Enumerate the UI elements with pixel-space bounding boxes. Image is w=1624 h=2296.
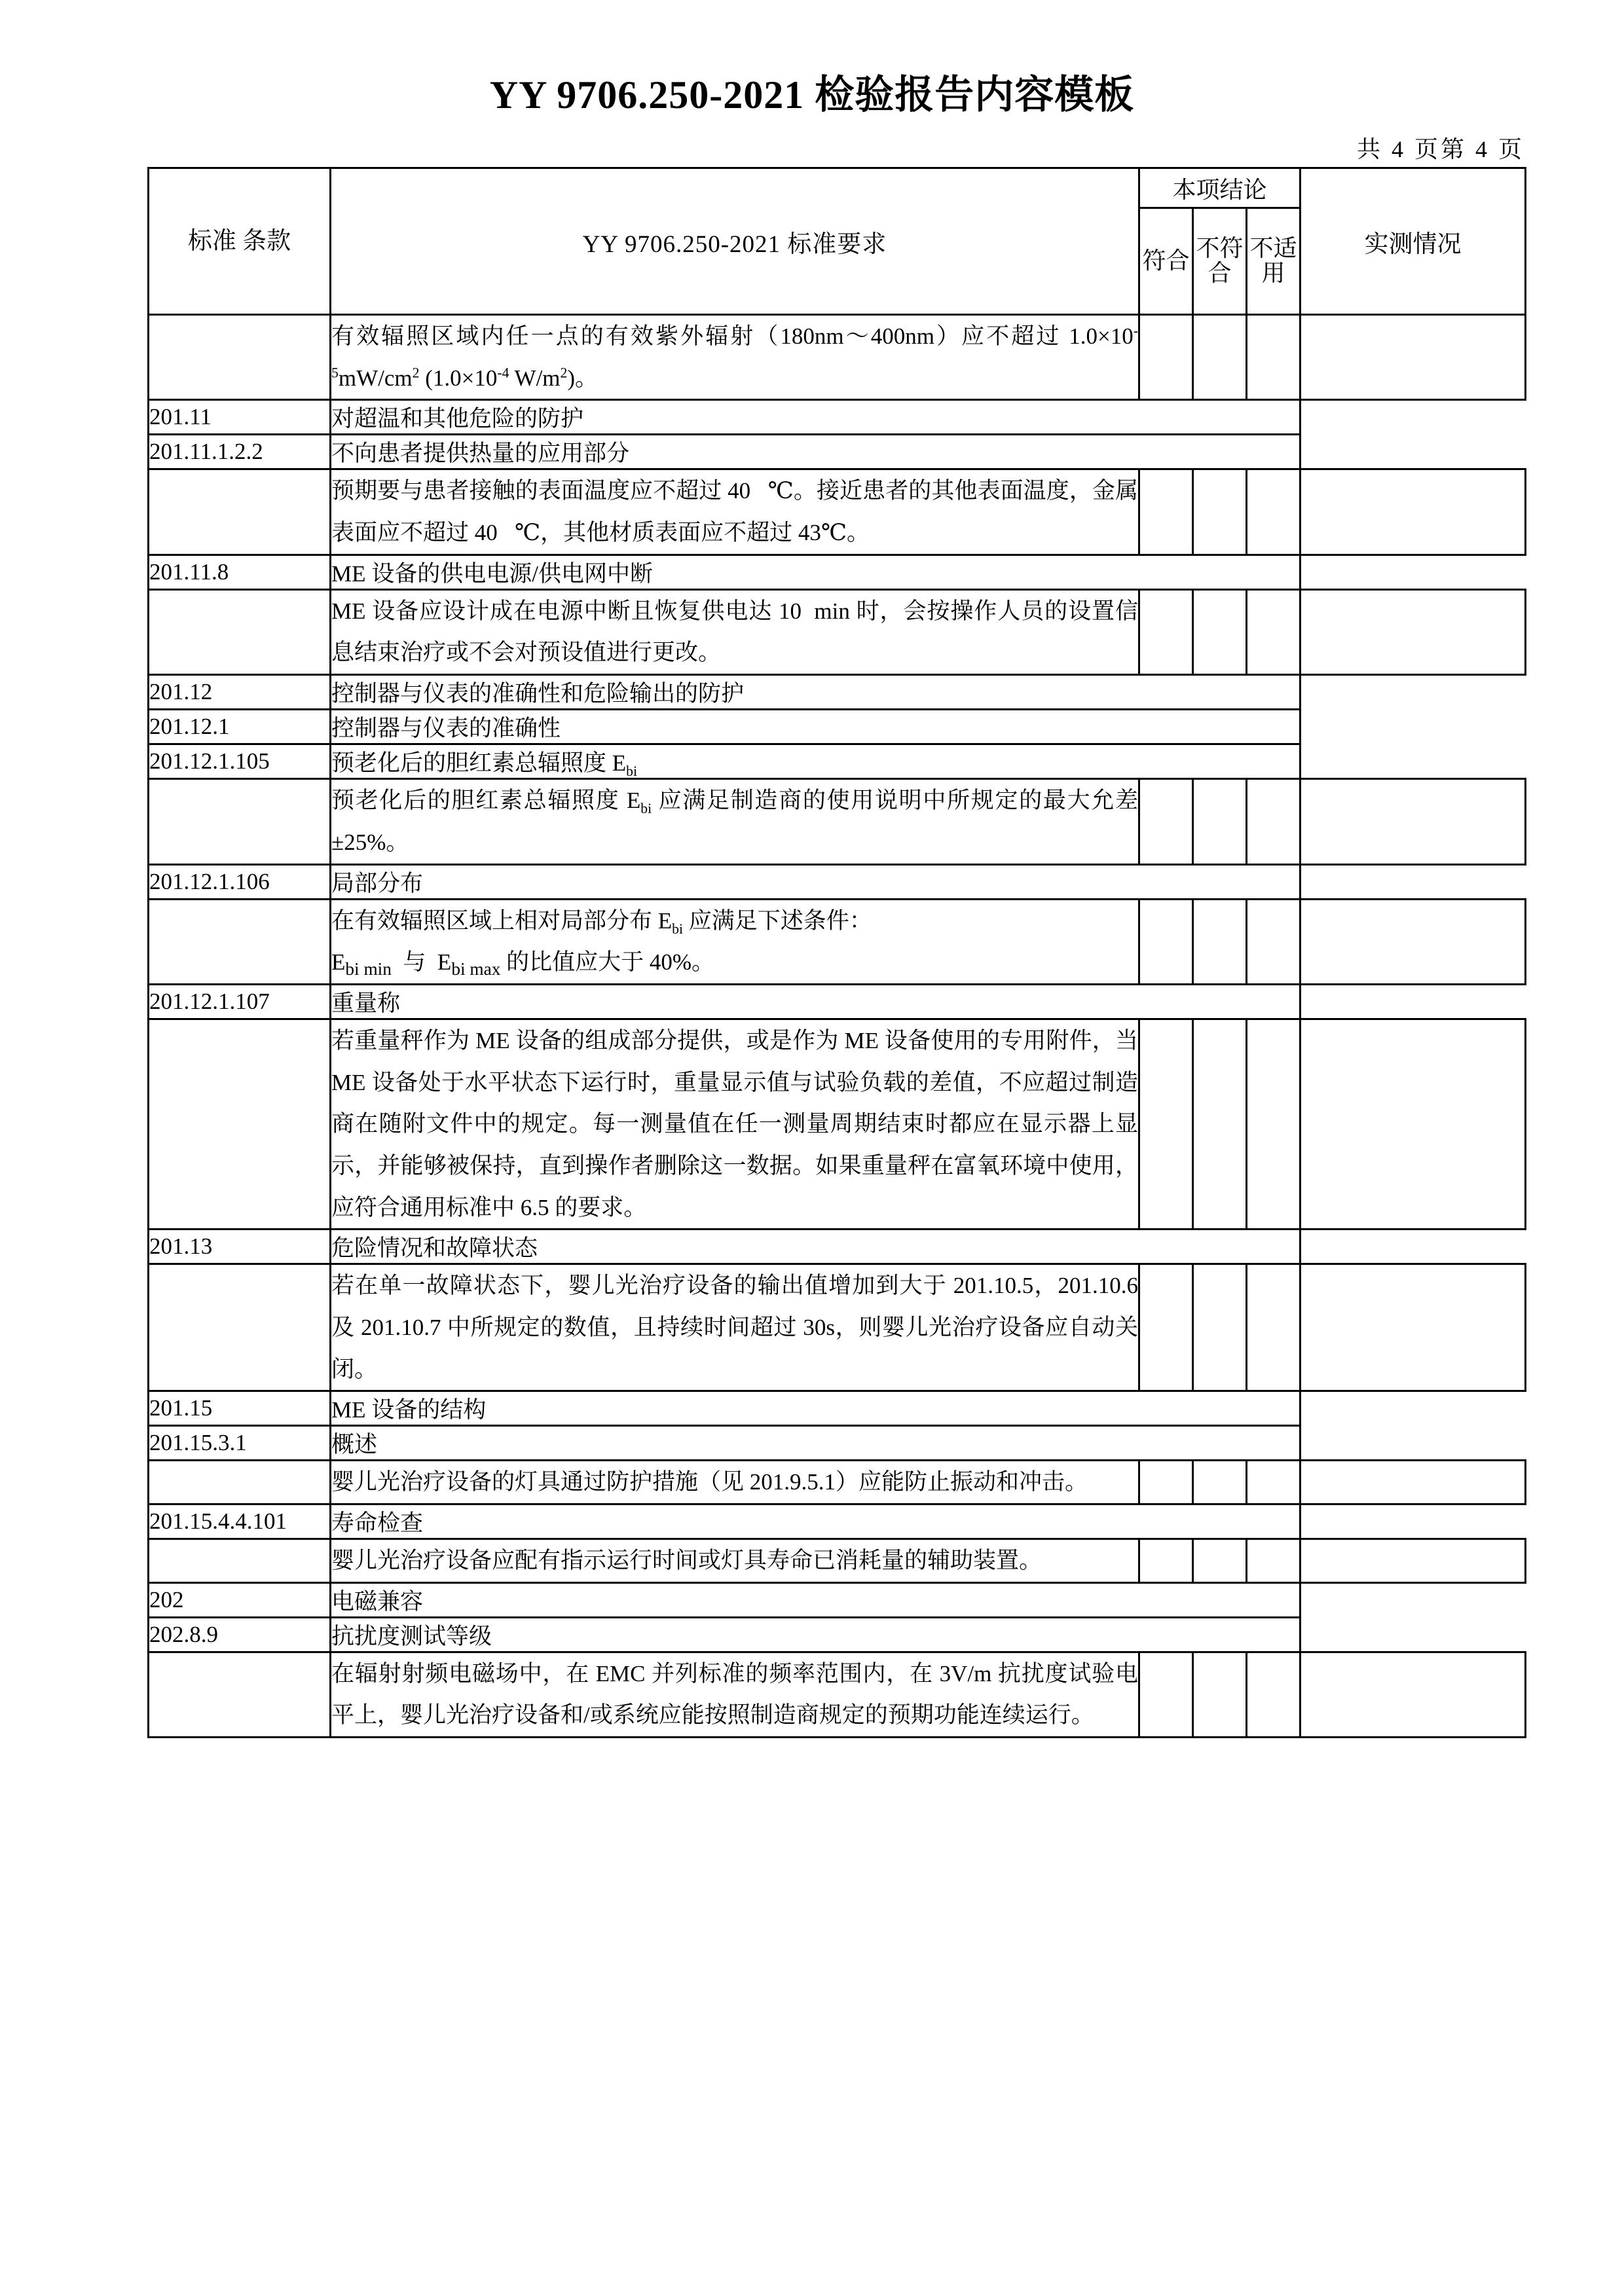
clause-number-cell: 201.15 xyxy=(149,1391,331,1426)
clause-number-cell xyxy=(149,589,331,674)
conclusion-pass-cell[interactable] xyxy=(1139,589,1193,674)
table-row xyxy=(149,589,1526,674)
clause-number-cell xyxy=(149,899,331,984)
clause-title-cell: 预老化后的胆红素总辐照度 $E_{bi}$ xyxy=(331,744,1301,779)
table-body xyxy=(149,315,1526,1738)
clause-title-cell: 控制器与仪表的准确性 xyxy=(331,710,1301,744)
conclusion-pass-cell[interactable] xyxy=(1139,1652,1193,1737)
table-header xyxy=(149,168,1526,315)
conclusion-pass-cell[interactable] xyxy=(1139,1461,1193,1504)
measured-result-cell[interactable] xyxy=(1301,899,1526,984)
requirement-text-cell: 在辐射射频电磁场中，在 EMC 并列标准的频率范围内，在 3V/m 抗扰度试验电平上，婴儿光治疗设备和/或系统应能按照制造商规定的预期功能连续运行。 xyxy=(331,1652,1139,1737)
table-row xyxy=(149,899,1526,984)
table-row xyxy=(149,864,1526,899)
conclusion-pass-cell[interactable] xyxy=(1139,779,1193,864)
measured-result-cell[interactable] xyxy=(1301,589,1526,674)
requirement-text-cell: 预期要与患者接触的表面温度应不超过 40 ℃。接近患者的其他表面温度，金属表面应不超过 40 ℃，其他材质表面应不超过 43℃。 xyxy=(331,469,1139,555)
conclusion-fail-cell[interactable] xyxy=(1193,589,1247,674)
clause-number-cell: 201.12.1 xyxy=(149,710,331,744)
table-row xyxy=(149,1652,1526,1737)
measured-result-cell[interactable] xyxy=(1301,315,1526,400)
clause-number-cell xyxy=(149,315,331,400)
measured-result-cell[interactable] xyxy=(1301,1461,1526,1504)
conclusion-na-cell[interactable] xyxy=(1247,469,1301,555)
table-row xyxy=(149,1539,1526,1583)
conclusion-fail-cell[interactable] xyxy=(1193,1539,1247,1583)
table-row xyxy=(149,675,1526,710)
clause-number-cell xyxy=(149,1264,331,1391)
table-row xyxy=(149,400,1526,435)
header-measured-result: 实测情况 xyxy=(1301,168,1526,315)
conclusion-pass-cell[interactable] xyxy=(1139,1539,1193,1583)
table-row xyxy=(149,555,1526,589)
requirement-text-cell: 有效辐照区域内任一点的有效紫外辐射（180nm～400nm）应不超过 $1.0\times 10^{-5}mW/cm^2$ ($1.0\times 10^{-4}$ $W/m^2$)。 xyxy=(331,315,1139,400)
conclusion-fail-cell[interactable] xyxy=(1193,1652,1247,1737)
header-row-top xyxy=(149,168,1526,208)
inspection-report-table xyxy=(147,167,1526,1738)
header-conclusion-fail xyxy=(1193,208,1247,315)
clause-number-cell: 201.15.3.1 xyxy=(149,1426,331,1461)
table-row xyxy=(149,315,1526,400)
conclusion-na-cell[interactable] xyxy=(1247,1539,1301,1583)
table-row xyxy=(149,1617,1526,1652)
clause-number-cell: 202.8.9 xyxy=(149,1617,331,1652)
table-row xyxy=(149,1426,1526,1461)
conclusion-fail-cell[interactable] xyxy=(1193,1461,1247,1504)
conclusion-fail-cell[interactable] xyxy=(1193,899,1247,984)
clause-number-cell xyxy=(149,779,331,864)
conclusion-pass-cell[interactable] xyxy=(1139,899,1193,984)
clause-title-cell: 抗扰度测试等级 xyxy=(331,1617,1301,1652)
conclusion-na-cell[interactable] xyxy=(1247,1652,1301,1737)
page-counter: 共 4 页第 4 页 xyxy=(1356,136,1524,162)
clause-title-cell: ME 设备的结构 xyxy=(331,1391,1301,1426)
conclusion-na-cell[interactable] xyxy=(1247,315,1301,400)
clause-number-cell: 201.11 xyxy=(149,400,331,435)
clause-number-cell xyxy=(149,1539,331,1583)
header-conclusion-na xyxy=(1247,208,1301,315)
clause-title-cell: 电磁兼容 xyxy=(331,1582,1301,1617)
table-row xyxy=(149,710,1526,744)
table-row xyxy=(149,1264,1526,1391)
conclusion-pass-cell[interactable] xyxy=(1139,469,1193,555)
clause-number-cell: 201.12 xyxy=(149,675,331,710)
conclusion-na-cell[interactable] xyxy=(1247,899,1301,984)
clause-title-cell: 概述 xyxy=(331,1426,1301,1461)
measured-result-cell[interactable] xyxy=(1301,1652,1526,1737)
table-row xyxy=(149,1019,1526,1229)
conclusion-pass-cell[interactable] xyxy=(1139,315,1193,400)
conclusion-na-cell[interactable] xyxy=(1247,1264,1301,1391)
clause-title-cell: 寿命检查 xyxy=(331,1504,1301,1539)
measured-result-cell[interactable] xyxy=(1301,1264,1526,1391)
requirement-text-cell: 婴儿光治疗设备应配有指示运行时间或灯具寿命已消耗量的辅助装置。 xyxy=(331,1539,1139,1583)
header-conclusion-group: 本项结论 xyxy=(1139,168,1301,208)
requirement-text-cell: 在有效辐照区域上相对局部分布 $E_{bi}$ 应满足下述条件： $E_{bi min}$ 与 $E_{bi max}$ 的比值应大于 40%。 xyxy=(331,899,1139,984)
requirement-text-cell: ME 设备应设计成在电源中断且恢复供电达 10 min 时，会按操作人员的设置信息结束治疗或不会对预设值进行更改。 xyxy=(331,589,1139,674)
clause-number-cell xyxy=(149,1461,331,1504)
conclusion-fail-cell[interactable] xyxy=(1193,1264,1247,1391)
table-row xyxy=(149,1582,1526,1617)
requirement-text-cell: 预老化后的胆红素总辐照度 $E_{bi}$ 应满足制造商的使用说明中所规定的最大允差±25%。 xyxy=(331,779,1139,864)
clause-title-cell: 不向患者提供热量的应用部分 xyxy=(331,435,1301,469)
table-row xyxy=(149,1461,1526,1504)
header-clause-line1: 标准 xyxy=(187,227,236,255)
table-row xyxy=(149,1230,1526,1264)
clause-number-cell: 202 xyxy=(149,1582,331,1617)
table-row xyxy=(149,744,1526,779)
clause-title-cell: ME 设备的供电电源/供电网中断 xyxy=(331,555,1301,589)
clause-number-cell: 201.12.1.106 xyxy=(149,864,331,899)
measured-result-cell[interactable] xyxy=(1301,1019,1526,1229)
requirement-text-cell: 若在单一故障状态下，婴儿光治疗设备的输出值增加到大于 201.10.5，201.10.6 及 201.10.7 中所规定的数值，且持续时间超过 30s，则婴儿光治疗设备应自动关闭。 xyxy=(331,1264,1139,1391)
header-conclusion-fail-text: 不符合 xyxy=(1196,235,1244,286)
clause-title-cell: 重量称 xyxy=(331,984,1301,1019)
table-row xyxy=(149,984,1526,1019)
clause-number-cell xyxy=(149,1652,331,1737)
measured-result-cell[interactable] xyxy=(1301,779,1526,864)
table-row xyxy=(149,1391,1526,1426)
clause-title-cell: 控制器与仪表的准确性和危险输出的防护 xyxy=(331,675,1301,710)
measured-result-cell[interactable] xyxy=(1301,1539,1526,1583)
header-requirement: YY 9706.250-2021 标准要求 xyxy=(331,168,1139,315)
clause-title-cell: 对超温和其他危险的防护 xyxy=(331,400,1301,435)
clause-number-cell: 201.13 xyxy=(149,1230,331,1264)
page-title: YY 9706.250-2021 检验报告内容模板 xyxy=(489,73,1135,117)
conclusion-na-cell[interactable] xyxy=(1247,589,1301,674)
clause-title-cell: 局部分布 xyxy=(331,864,1301,899)
clause-number-cell: 201.12.1.105 xyxy=(149,744,331,779)
header-conclusion-pass xyxy=(1139,208,1193,315)
clause-number-cell: 201.11.1.2.2 xyxy=(149,435,331,469)
conclusion-fail-cell[interactable] xyxy=(1193,469,1247,555)
clause-number-cell: 201.11.8 xyxy=(149,555,331,589)
clause-number-cell xyxy=(149,1019,331,1229)
header-clause xyxy=(149,168,331,315)
table-row xyxy=(149,469,1526,555)
requirement-text-cell: 婴儿光治疗设备的灯具通过防护措施（见 201.9.5.1）应能防止振动和冲击。 xyxy=(331,1461,1139,1504)
table-row xyxy=(149,1504,1526,1539)
header-clause-line2: 条款 xyxy=(242,227,291,255)
clause-number-cell xyxy=(149,469,331,555)
conclusion-na-cell[interactable] xyxy=(1247,779,1301,864)
clause-number-cell: 201.12.1.107 xyxy=(149,984,331,1019)
measured-result-cell[interactable] xyxy=(1301,469,1526,555)
header-conclusion-na-text: 不适用 xyxy=(1249,235,1297,286)
table-row xyxy=(149,779,1526,864)
table-row xyxy=(149,435,1526,469)
conclusion-fail-cell[interactable] xyxy=(1193,779,1247,864)
conclusion-fail-cell[interactable] xyxy=(1193,315,1247,400)
conclusion-pass-cell[interactable] xyxy=(1139,1019,1193,1229)
conclusion-na-cell[interactable] xyxy=(1247,1019,1301,1229)
header-conclusion-pass-text: 符合 xyxy=(1142,247,1190,274)
requirement-text-cell: 若重量秤作为 ME 设备的组成部分提供，或是作为 ME 设备使用的专用附件，当 ME 设备处于水平状态下运行时，重量显示值与试验负载的差值，不应超过制造商在随附文件中的规定。每一测量值在任一测量周期结束时都应在显示器上显示，并能够被保持，直到操作者删除这一数据。如果重量秤在富氧环境中使用，应符合通用标准中 6.5 的要求。 xyxy=(331,1019,1139,1229)
conclusion-na-cell[interactable] xyxy=(1247,1461,1301,1504)
clause-title-cell: 危险情况和故障状态 xyxy=(331,1230,1301,1264)
clause-number-cell: 201.15.4.4.101 xyxy=(149,1504,331,1539)
conclusion-fail-cell[interactable] xyxy=(1193,1019,1247,1229)
conclusion-pass-cell[interactable] xyxy=(1139,1264,1193,1391)
